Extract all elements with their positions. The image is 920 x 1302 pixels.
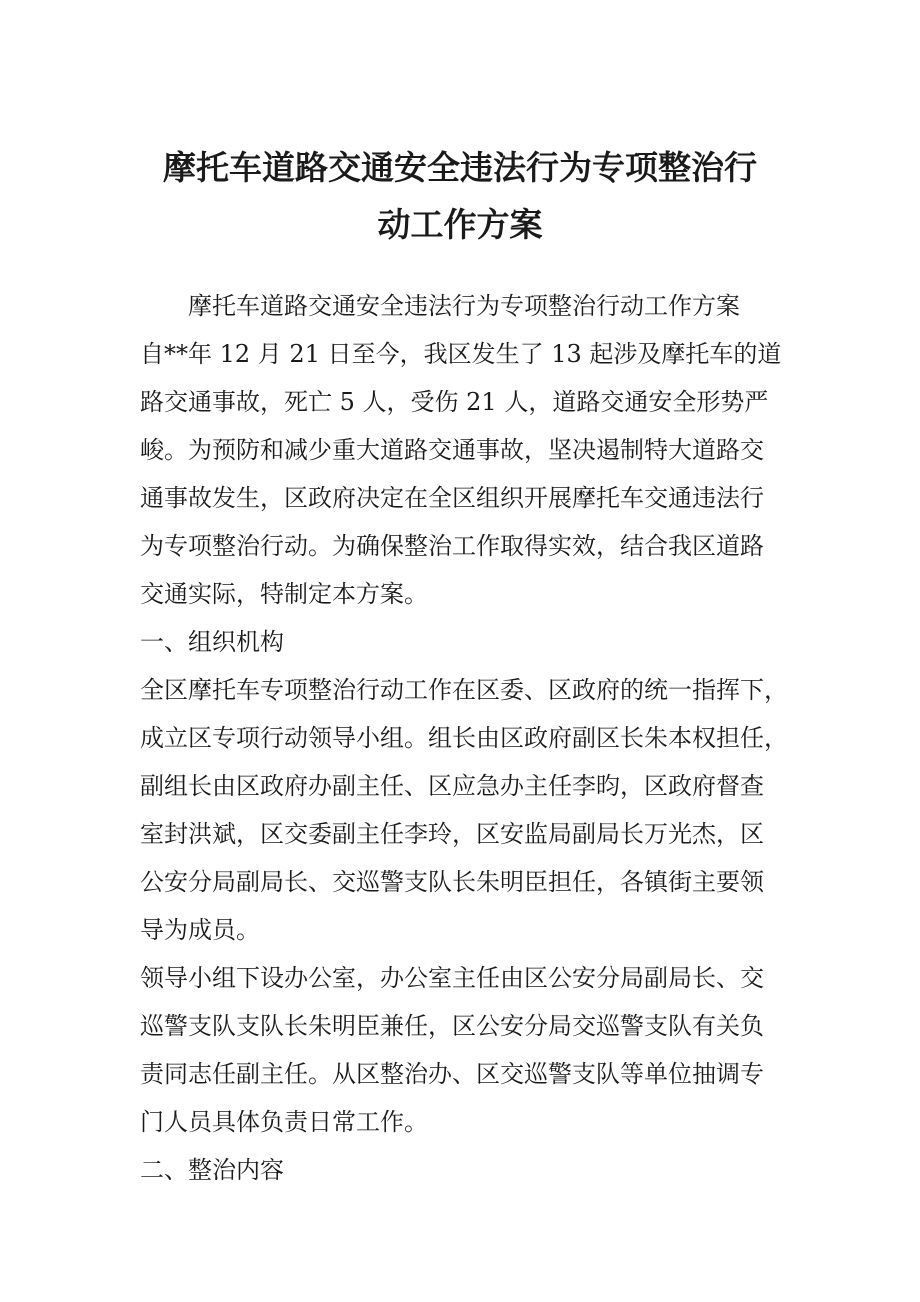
section-1-para-1-line-3: 副组长由区政府办副主任、区应急办主任李昀，区政府督查 <box>140 772 764 800</box>
document-title-line-1: 摩托车道路交通安全违法行为专项整治行 <box>163 148 757 187</box>
section-1-para-1-line-5: 公安分局副局长、交巡警支队长朱明臣担任，各镇街主要领 <box>140 868 764 896</box>
intro-line-6: 为专项整治行动。为确保整治工作取得实效，结合我区道路 <box>140 532 764 560</box>
document-title-line-2: 动工作方案 <box>377 205 543 244</box>
intro-line-3: 路交通事故，死亡 5 人，受伤 21 人，道路交通安全形势严 <box>140 388 769 416</box>
section-1-para-1-line-4: 室封洪斌，区交委副主任李玲，区安监局副局长万光杰，区 <box>140 820 764 848</box>
section-1-para-2-line-2: 巡警支队支队长朱明臣兼任，区公安分局交巡警支队有关负 <box>140 1012 764 1040</box>
intro-line-1: 摩托车道路交通安全违法行为专项整治行动工作方案 <box>140 292 740 320</box>
section-2-heading: 二、整治内容 <box>140 1156 284 1184</box>
section-1-para-2-line-1: 领导小组下设办公室，办公室主任由区公安分局副局长、交 <box>140 964 764 992</box>
section-1-para-2-line-3: 责同志任副主任。从区整治办、区交巡警支队等单位抽调专 <box>140 1060 764 1088</box>
intro-line-2: 自**年 12 月 21 日至今，我区发生了 13 起涉及摩托车的道 <box>140 340 782 368</box>
section-1-para-2-line-4: 门人员具体负责日常工作。 <box>140 1108 428 1136</box>
section-1-heading: 一、组织机构 <box>140 628 284 656</box>
intro-line-5: 通事故发生，区政府决定在全区组织开展摩托车交通违法行 <box>140 484 764 512</box>
section-1-para-1-line-2: 成立区专项行动领导小组。组长由区政府副区长朱本权担任， <box>140 724 788 752</box>
intro-line-4: 峻。为预防和减少重大道路交通事故，坚决遏制特大道路交 <box>140 436 764 464</box>
intro-line-7: 交通实际，特制定本方案。 <box>140 580 428 608</box>
section-1-para-1-line-6: 导为成员。 <box>140 916 260 944</box>
section-1-para-1-line-1: 全区摩托车专项整治行动工作在区委、区政府的统一指挥下， <box>140 676 788 704</box>
